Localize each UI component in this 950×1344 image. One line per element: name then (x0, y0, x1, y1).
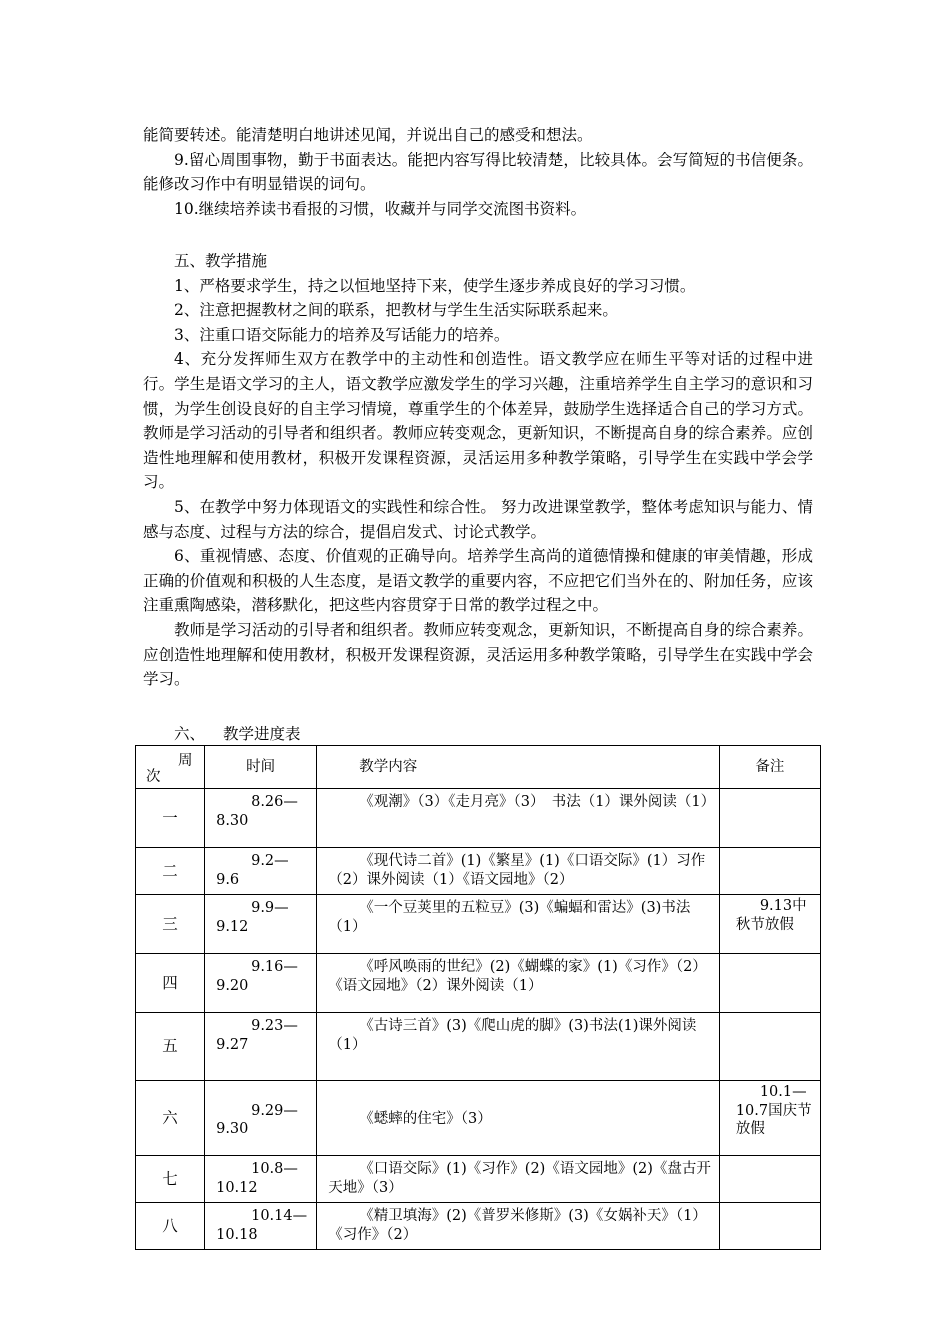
cell-note: 10.1—10.7国庆节放假 (719, 1081, 820, 1156)
table-header-row (136, 746, 821, 789)
cell-week: 一 (136, 789, 205, 848)
cell-time (205, 848, 317, 895)
cell-note: 9.13中秋节放假 (719, 895, 820, 954)
cell-note (719, 848, 820, 895)
schedule-title-number: 六、 (174, 725, 206, 743)
cell-week: 七 (136, 1156, 205, 1203)
time-end: 9.12 (216, 918, 249, 935)
time-end: 9.20 (216, 977, 249, 994)
cell-content: 《口语交际》(1)《习作》(2)《语文园地》(2)《盘古开天地》（3） (317, 1156, 720, 1203)
cell-content: 《一个豆荚里的五粒豆》(3)《蝙蝠和雷达》(3)书法（1） (317, 895, 720, 954)
cell-week: 六 (136, 1081, 205, 1156)
cell-week: 四 (136, 954, 205, 1013)
time-end: 10.18 (216, 1226, 258, 1243)
schedule-table (135, 745, 821, 1250)
cell-time (205, 1081, 317, 1156)
paragraph: 10.继续培养读书看报的习惯，收藏并与同学交流图书资料。 (174, 199, 587, 218)
header-week (136, 746, 205, 789)
cell-content: 《观潮》（3）《走月亮》（3） 书法（1）课外阅读（1） (317, 789, 720, 848)
cell-time (205, 1013, 317, 1081)
schedule-title (174, 722, 301, 746)
table-row (136, 848, 821, 895)
paragraph: 5、在教学中努力体现语文的实践性和综合性。 努力改进课堂教学，整体考虑知识与能力、情感与态度、过程与方法的综合，提倡启发式、讨论式教学。 (143, 497, 813, 541)
paragraph: 6、重视情感、态度、价值观的正确导向。培养学生高尚的道德情操和健康的审美情趣，形成正确的价值观和积极的人生态度，是语文教学的重要内容，不应把它们当外在的、附加任务，应该注重熏陶感染，潜移默化，把这些内容贯穿于日常的教学过程之中。 (143, 547, 813, 615)
time-start: 9.16— (251, 959, 298, 975)
header-week-top: 周 (178, 753, 193, 769)
table-row (136, 1013, 821, 1081)
time-start: 10.8— (251, 1161, 298, 1177)
cell-time (205, 954, 317, 1013)
cell-note (719, 954, 820, 1013)
cell-note (719, 789, 820, 848)
time-start: 9.9— (251, 900, 289, 916)
time-end: 9.6 (216, 871, 240, 888)
paragraph: 4、充分发挥师生双方在教学中的主动性和创造性。语文教学应在师生平等对话的过程中进行。学生是语文学习的主人，语文教学应激发学生的学习兴趣，注重培养学生自主学习的意识和习惯，为学生创设良好的自主学习情境，尊重学生的个体差异，鼓励学生选择适合自己的学习方式。 教师是学习活动的引导者和组织者。教师应转变观念，更新知识，不断提高自身的综合素养。应创造性地理解和使用教材，积极开发课程资源，灵活运用多种教学策略，引导学生在实践中学会学习。 (143, 350, 813, 492)
time-end: 9.30 (216, 1121, 249, 1137)
cell-week: 八 (136, 1203, 205, 1250)
header-time: 时间 (205, 746, 317, 789)
cell-content: 《古诗三首》(3)《爬山虎的脚》(3)书法(1)课外阅读（1） (317, 1013, 720, 1081)
paragraph: 9.留心周围事物，勤于书面表达。能把内容写得比较清楚，比较具体。会写简短的书信便条。能修改习作中有明显错误的词句。 (143, 150, 813, 194)
cell-time (205, 1203, 317, 1250)
cell-content: 《现代诗二首》(1)《繁星》(1)《口语交际》(1）习作（2）课外阅读（1）《语文园地》（2） (317, 848, 720, 895)
cell-content: 《精卫填海》(2)《普罗米修斯》(3)《女娲补天》（1）《习作》（2） (317, 1203, 720, 1250)
paragraph: 教师是学习活动的引导者和组织者。教师应转变观念，更新知识，不断提高自身的综合素养。应创造性地理解和使用教材，积极开发课程资源，灵活运用多种教学策略，引导学生在实践中学会学习。 (143, 620, 813, 689)
time-end: 10.12 (216, 1179, 258, 1196)
cell-content: 《呼风唤雨的世纪》(2)《蝴蝶的家》(1)《习作》（2）《语文园地》（2）课外阅读（1） (317, 954, 720, 1013)
teaching-measures-section (143, 249, 813, 692)
section-title: 五、教学措施 (174, 252, 268, 270)
paragraph: 2、注意把握教材之间的联系，把教材与学生生活实际联系起来。 (174, 301, 618, 320)
cell-content: 《蟋蟀的住宅》（3） (317, 1081, 720, 1156)
time-start: 9.23— (251, 1018, 298, 1034)
paragraph: 1、严格要求学生，持之以恒地坚持下来，使学生逐步养成良好的学习习惯。 (174, 276, 696, 295)
time-start: 9.2— (251, 853, 289, 869)
time-end: 8.30 (216, 812, 249, 829)
cell-time (205, 789, 317, 848)
cell-note (719, 1156, 820, 1203)
time-end: 9.27 (216, 1036, 249, 1053)
header-content: 教学内容 (317, 746, 720, 789)
header-week-bottom: 次 (146, 769, 161, 785)
paragraph: 3、注重口语交际能力的培养及写话能力的培养。 (174, 325, 510, 344)
cell-note (719, 1203, 820, 1250)
time-start: 10.14— (251, 1208, 308, 1224)
table-row (136, 895, 821, 954)
time-start: 9.29— (251, 1102, 298, 1119)
header-note: 备注 (719, 746, 820, 789)
table-row (136, 954, 821, 1013)
table-row (136, 789, 821, 848)
cell-week: 三 (136, 895, 205, 954)
schedule-title-text: 教学进度表 (223, 725, 301, 743)
cell-week: 二 (136, 848, 205, 895)
table-row (136, 1081, 821, 1156)
goals-continuation (143, 123, 813, 221)
paragraph: 能简要转述。能清楚明白地讲述见闻，并说出自己的感受和想法。 (143, 126, 593, 144)
cell-time (205, 895, 317, 954)
time-start: 8.26— (251, 794, 298, 810)
cell-week: 五 (136, 1013, 205, 1081)
cell-time (205, 1156, 317, 1203)
table-row (136, 1203, 821, 1250)
table-row (136, 1156, 821, 1203)
cell-note (719, 1013, 820, 1081)
